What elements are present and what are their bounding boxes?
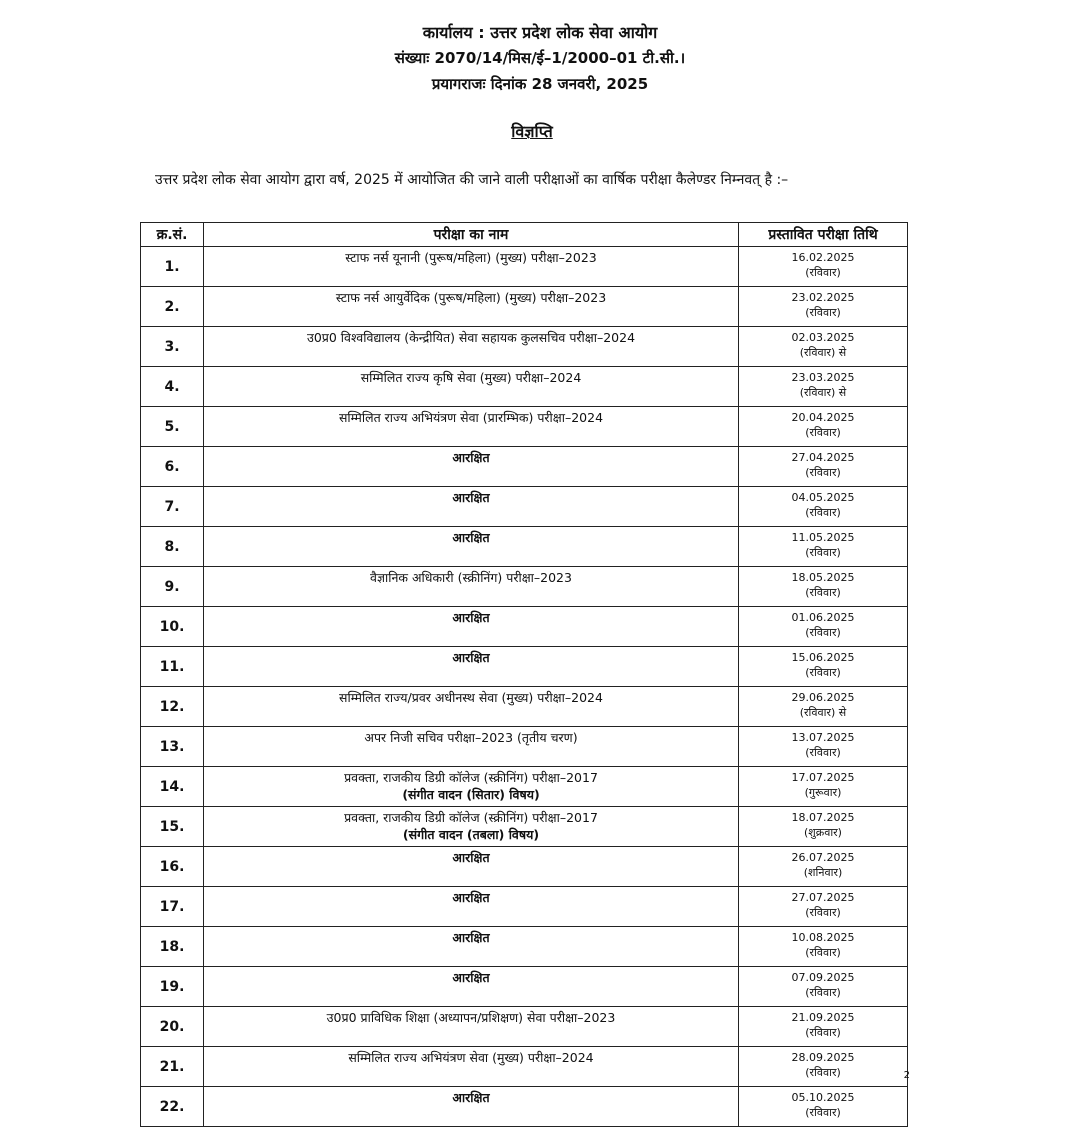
exam-name-line: प्रवक्ता, राजकीय डिग्री कॉलेज (स्क्रीनिंग) परीक्षा–2017: [344, 810, 598, 825]
serial-number: 5.: [141, 407, 204, 447]
column-header-date: प्रस्तावित परीक्षा तिथि: [739, 223, 908, 247]
exam-name-line: आरक्षित: [452, 530, 490, 545]
serial-number: 8.: [141, 527, 204, 567]
exam-date: [739, 847, 908, 887]
exam-name: [204, 247, 739, 287]
exam-name: [204, 447, 739, 487]
exam-date-value: 27.07.2025: [791, 891, 855, 904]
table-row: [141, 1047, 908, 1087]
exam-weekday: (रविवार): [805, 586, 841, 599]
serial-number: 3.: [141, 327, 204, 367]
table-row: [141, 407, 908, 447]
page-number: 2: [903, 1070, 910, 1081]
serial-number: 16.: [141, 847, 204, 887]
exam-weekday: (रविवार): [805, 1026, 841, 1039]
exam-weekday: (रविवार): [805, 1066, 841, 1079]
exam-name: [204, 807, 739, 847]
exam-date-value: 27.04.2025: [791, 451, 855, 464]
exam-name-line: आरक्षित: [452, 450, 490, 465]
exam-name: [204, 287, 739, 327]
table-row: [141, 527, 908, 567]
serial-number: 17.: [141, 887, 204, 927]
exam-subject-line: (संगीत वादन (तबला) विषय): [402, 827, 540, 842]
place-date: प्रयागराजः दिनांक 28 जनवरी, 2025: [431, 75, 649, 93]
exam-name: [204, 887, 739, 927]
exam-name: [204, 1087, 739, 1127]
serial-number: 12.: [141, 687, 204, 727]
exam-date: [739, 727, 908, 767]
exam-name: [204, 527, 739, 567]
exam-date-value: 20.04.2025: [791, 411, 855, 424]
exam-name-line: आरक्षित: [452, 890, 490, 905]
exam-name: [204, 847, 739, 887]
exam-weekday: (रविवार): [805, 666, 841, 679]
exam-name: [204, 367, 739, 407]
exam-date-value: 10.08.2025: [791, 931, 855, 944]
exam-date: [739, 927, 908, 967]
table-row: [141, 807, 908, 847]
serial-number: 9.: [141, 567, 204, 607]
exam-date-value: 01.06.2025: [791, 611, 855, 624]
reference-number: संख्याः 2070/14/मिस/ई–1/2000–01 टी.सी.।: [394, 49, 686, 67]
exam-date-value: 29.06.2025: [791, 691, 855, 704]
exam-name-line: स्टाफ नर्स आयुर्वेदिक (पुरूष/महिला) (मुख्य) परीक्षा–2023: [335, 290, 607, 305]
exam-date-value: 07.09.2025: [791, 971, 855, 984]
exam-name-line: आरक्षित: [452, 650, 490, 665]
exam-date: [739, 487, 908, 527]
table-row: [141, 487, 908, 527]
serial-number: 10.: [141, 607, 204, 647]
exam-name: [204, 327, 739, 367]
exam-date: [739, 247, 908, 287]
exam-calendar-table: [140, 222, 908, 1127]
exam-weekday: (रविवार): [805, 426, 841, 439]
exam-weekday: (रविवार): [805, 506, 841, 519]
exam-name-line: सम्मिलित राज्य अभियंत्रण सेवा (मुख्य) परीक्षा–2024: [348, 1050, 594, 1065]
table-row: [141, 367, 908, 407]
exam-date: [739, 447, 908, 487]
exam-name: [204, 1047, 739, 1087]
serial-number: 18.: [141, 927, 204, 967]
exam-weekday: (रविवार): [805, 1106, 841, 1119]
table-row: [141, 1007, 908, 1047]
table-row: [141, 927, 908, 967]
table-header-row: [141, 223, 908, 247]
exam-date-value: 18.07.2025: [791, 811, 855, 824]
table-row: [141, 647, 908, 687]
exam-name: [204, 727, 739, 767]
exam-date-value: 28.09.2025: [791, 1051, 855, 1064]
notice-title: विज्ञप्ति: [511, 122, 553, 141]
exam-weekday: (रविवार): [805, 626, 841, 639]
exam-date-value: 21.09.2025: [791, 1011, 855, 1024]
exam-weekday: (रविवार) से: [799, 706, 847, 719]
exam-date-value: 26.07.2025: [791, 851, 855, 864]
serial-number: 7.: [141, 487, 204, 527]
exam-weekday: (शुक्रवार): [804, 826, 842, 839]
exam-name: [204, 687, 739, 727]
exam-date-value: 04.05.2025: [791, 491, 855, 504]
exam-date: [739, 367, 908, 407]
exam-date: [739, 287, 908, 327]
exam-name: [204, 487, 739, 527]
table-row: [141, 607, 908, 647]
exam-name-line: उ0प्र0 प्राविधिक शिक्षा (अध्यापन/प्रशिक्षण) सेवा परीक्षा–2023: [326, 1010, 616, 1025]
exam-date: [739, 967, 908, 1007]
serial-number: 6.: [141, 447, 204, 487]
table-row: [141, 967, 908, 1007]
exam-date-value: 13.07.2025: [791, 731, 855, 744]
office-heading: कार्यालय : उत्तर प्रदेश लोक सेवा आयोग: [422, 23, 658, 42]
exam-date: [739, 807, 908, 847]
exam-weekday: (रविवार) से: [799, 386, 847, 399]
exam-name-line: आरक्षित: [452, 970, 490, 985]
column-header-exam-name: परीक्षा का नाम: [204, 223, 739, 247]
table-row: [141, 447, 908, 487]
exam-weekday: (गुरूवार): [804, 786, 842, 799]
serial-number: 4.: [141, 367, 204, 407]
exam-date: [739, 887, 908, 927]
exam-name: [204, 647, 739, 687]
exam-date-value: 15.06.2025: [791, 651, 855, 664]
serial-number: 11.: [141, 647, 204, 687]
exam-name: [204, 1007, 739, 1047]
exam-date: [739, 327, 908, 367]
exam-weekday: (रविवार): [805, 946, 841, 959]
table-row: [141, 887, 908, 927]
exam-date: [739, 767, 908, 807]
exam-name-line: अपर निजी सचिव परीक्षा–2023 (तृतीय चरण): [364, 730, 578, 745]
exam-date: [739, 407, 908, 447]
intro-paragraph: उत्तर प्रदेश लोक सेवा आयोग द्वारा वर्ष, 2025 में आयोजित की जाने वाली परीक्षाओं का वार्षिक परीक्षा कैलेण्डर निम्नवत् है :–: [155, 172, 789, 188]
exam-name-line: आरक्षित: [452, 1090, 490, 1105]
exam-name-line: सम्मिलित राज्य कृषि सेवा (मुख्य) परीक्षा–2024: [360, 370, 582, 385]
exam-date-value: 17.07.2025: [791, 771, 855, 784]
exam-date-value: 18.05.2025: [791, 571, 855, 584]
exam-weekday: (रविवार): [805, 266, 841, 279]
exam-name: [204, 927, 739, 967]
serial-number: 15.: [141, 807, 204, 847]
table-body: [141, 247, 908, 1127]
exam-weekday: (रविवार): [805, 986, 841, 999]
exam-weekday: (शनिवार): [803, 866, 843, 879]
exam-name-line: सम्मिलित राज्य/प्रवर अधीनस्थ सेवा (मुख्य) परीक्षा–2024: [339, 690, 603, 705]
exam-name: [204, 767, 739, 807]
exam-weekday: (रविवार): [805, 306, 841, 319]
exam-date: [739, 1047, 908, 1087]
exam-date: [739, 567, 908, 607]
exam-name: [204, 607, 739, 647]
exam-weekday: (रविवार): [805, 746, 841, 759]
exam-weekday: (रविवार) से: [799, 346, 847, 359]
exam-weekday: (रविवार): [805, 466, 841, 479]
exam-date-value: 05.10.2025: [791, 1091, 855, 1104]
exam-name: [204, 967, 739, 1007]
exam-date-value: 02.03.2025: [791, 331, 855, 344]
table-row: [141, 767, 908, 807]
exam-name-line: आरक्षित: [452, 930, 490, 945]
exam-date-value: 23.02.2025: [791, 291, 855, 304]
serial-number: 2.: [141, 287, 204, 327]
exam-name-line: उ0प्र0 विश्वविद्यालय (केन्द्रीयित) सेवा सहायक कुलसचिव परीक्षा–2024: [306, 330, 636, 345]
exam-date: [739, 687, 908, 727]
column-header-serial: क्र.सं.: [141, 223, 204, 247]
exam-name-line: प्रवक्ता, राजकीय डिग्री कॉलेज (स्क्रीनिंग) परीक्षा–2017: [344, 770, 598, 785]
exam-weekday: (रविवार): [805, 906, 841, 919]
exam-name: [204, 407, 739, 447]
exam-name-line: आरक्षित: [452, 490, 490, 505]
table-row: [141, 287, 908, 327]
exam-name-line: आरक्षित: [452, 610, 490, 625]
exam-weekday: (रविवार): [805, 546, 841, 559]
exam-date-value: 23.03.2025: [791, 371, 855, 384]
serial-number: 1.: [141, 247, 204, 287]
table-row: [141, 687, 908, 727]
exam-date: [739, 1007, 908, 1047]
table-row: [141, 727, 908, 767]
serial-number: 13.: [141, 727, 204, 767]
exam-date: [739, 607, 908, 647]
exam-date-value: 11.05.2025: [791, 531, 855, 544]
exam-date-value: 16.02.2025: [791, 251, 855, 264]
exam-name-line: वैज्ञानिक अधिकारी (स्क्रीनिंग) परीक्षा–2023: [370, 570, 572, 585]
table-row: [141, 327, 908, 367]
exam-date: [739, 527, 908, 567]
table-row: [141, 1087, 908, 1127]
exam-subject-line: (संगीत वादन (सितार) विषय): [402, 787, 540, 802]
table-row: [141, 247, 908, 287]
exam-date: [739, 647, 908, 687]
exam-name-line: सम्मिलित राज्य अभियंत्रण सेवा (प्रारम्भिक) परीक्षा–2024: [338, 410, 604, 425]
serial-number: 20.: [141, 1007, 204, 1047]
serial-number: 19.: [141, 967, 204, 1007]
exam-date: [739, 1087, 908, 1127]
exam-name-line: स्टाफ नर्स यूनानी (पुरूष/महिला) (मुख्य) परीक्षा–2023: [345, 250, 597, 265]
table-row: [141, 567, 908, 607]
serial-number: 14.: [141, 767, 204, 807]
serial-number: 22.: [141, 1087, 204, 1127]
serial-number: 21.: [141, 1047, 204, 1087]
exam-name: [204, 567, 739, 607]
exam-name-line: आरक्षित: [452, 850, 490, 865]
table-row: [141, 847, 908, 887]
